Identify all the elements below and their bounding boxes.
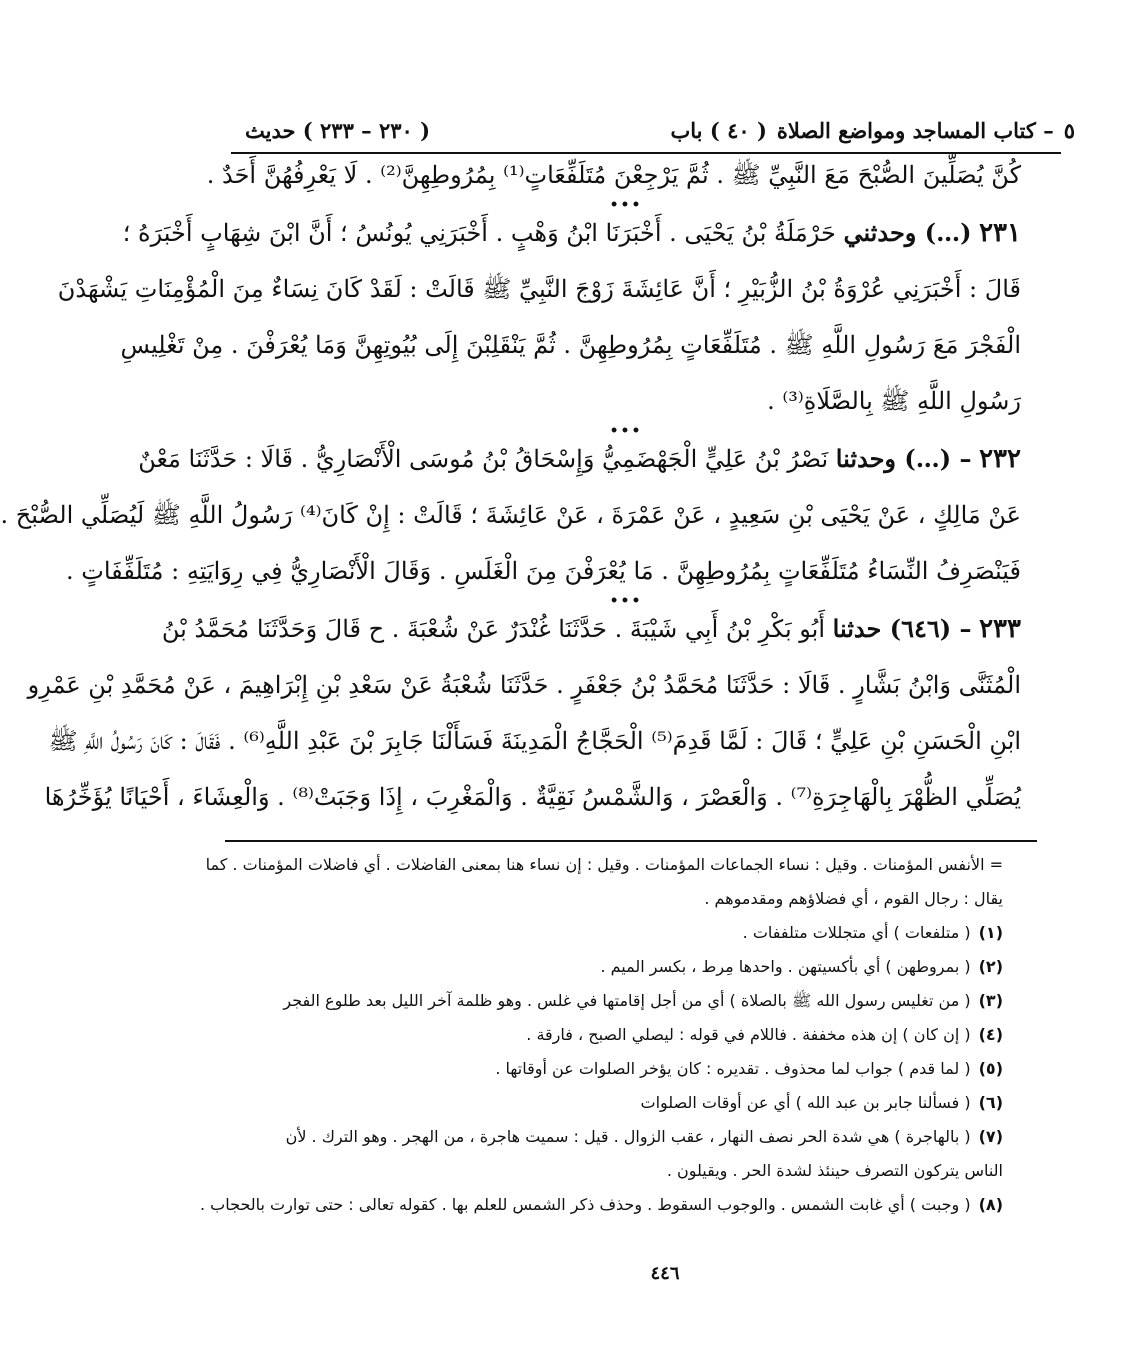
hadith-range: ( ٢٣٠ – ٢٣٣ ) حديث: [245, 117, 431, 143]
footnote-number: (٧): [978, 1127, 1003, 1146]
page-header: [245, 108, 1075, 152]
footnote-item: [227, 1120, 1003, 1154]
footnote-number: (٦): [978, 1093, 1003, 1112]
hadith-232-line: عَنْ مَالِكٍ ، عَنْ يَحْيَى بْنِ سَعِيدٍ ، عَنْ عَمْرَةَ ، عَنْ عَائِشَةَ ؛ قَالَتْ : إِنْ كَانَ⁽⁴⁾ رَسُولُ اللَّهِ ﷺ لَيُصَلِّي الصُّبْحَ .: [0, 501, 1021, 529]
footnote-text: ( وجبت ) أي غابت الشمس . والوجوب السقوط . وحذف ذكر الشمس للعلم بها . كقوله تعالى : حتى توارت بالحجاب .: [200, 1195, 971, 1214]
footnote-text: الناس يتركون التصرف حينئذ لشدة الحر . ويقيلون .: [666, 1161, 1003, 1180]
hadith-opener: (…) وحدثني: [843, 218, 972, 247]
main-text: [0, 160, 1021, 812]
section-label: ( ٤٠ ) باب: [670, 117, 767, 143]
hadith-231-line: قَالَ : أَخْبَرَنِي عُرْوَةُ بْنُ الزُّبَيْرِ ؛ أَنَّ عَائِشَةَ زَوْجَ النَّبِيِّ ﷺ قَالَتْ : لَقَدْ كَانَ نِسَاءٌ مِنَ الْمُؤْمِنَاتِ يَشْهَدْنَ: [57, 275, 1021, 303]
footnote-text: ( بمروطهن ) أي بأكسيتهن . واحدها مِرط ، بكسر الميم .: [600, 957, 971, 976]
separator: •••: [609, 197, 643, 213]
footnote-item: [227, 950, 1003, 984]
footnote-item: [227, 1154, 1003, 1188]
hadith-231-line: الْفَجْرَ مَعَ رَسُولِ اللَّهِ ﷺ . مُتَلَفِّعَاتٍ بِمُرُوطِهِنَّ . ثُمَّ يَنْقَلِبْنَ إِلَى بُيُوتِهِنَّ وَمَا يُعْرَفْنَ . مِنْ تَغْلِيسِ: [120, 331, 1021, 359]
footnote-text: ( فسألنا جابر بن عبد الله ) أي عن أوقات الصلوات: [640, 1093, 971, 1112]
footnote-continuation: = الأنفس المؤمنات . وقيل : نساء الجماعات المؤمنات . وقيل : إن نساء هنا بمعنى الفاضلات . أي فاضلات المؤمنات . كما: [205, 855, 1003, 874]
hadith-number: ٢٣٢: [979, 444, 1021, 474]
footnote-text: ( بالهاجرة ) هي شدة الحر نصف النهار ، عقب الزوال . قيل : سميت هاجرة ، من الهجر . وهو الترك . لأن: [285, 1127, 971, 1146]
footnote-item: [227, 984, 1003, 1018]
hadith-233-line: ابْنِ الْحَسَنِ بْنِ عَلِيٍّ ؛ قَالَ : لَمَّا قَدِمَ⁽⁵⁾ الْحَجَّاجُ الْمَدِينَةَ فَسَأَلْنَا جَابِرَ بْنَ عَبْدِ اللَّهِ⁽⁶⁾ . فَقَالَ : كَانَ رَسُولُ اللَّهِ ﷺ: [48, 727, 1021, 755]
footnotes: [200, 848, 1003, 1222]
hadith-232-line: [138, 444, 1021, 474]
hadith-233-line: [161, 614, 1021, 644]
header-chapter: [671, 118, 1076, 143]
hadith-opener: – (…) وحدثنا: [835, 444, 972, 473]
footnote-item: [227, 1086, 1003, 1120]
hadith-231-line: [122, 218, 1021, 248]
footnote-number: (٤): [978, 1025, 1003, 1044]
footnote-continuation: يقال : رجال القوم ، أي فضلاؤهم ومقدموهم .: [704, 889, 1003, 908]
hadith-231: [57, 218, 1021, 416]
footnote-item: [200, 1188, 1003, 1222]
footnote-text: ( من تغليس رسول الله ﷺ بالصلاة ) أي من أجل إقامتها في غلس . وهو ظلمة آخر الليل بعد طلوع الفجر: [283, 991, 971, 1010]
footnote-number: (٨): [978, 1195, 1003, 1214]
hadith-231-line: رَسُولِ اللَّهِ ﷺ بِالصَّلَاةِ⁽³⁾ .: [767, 387, 1021, 415]
footnote-list: [200, 916, 1003, 1222]
intro-line: كُنَّ يُصَلِّينَ الصُّبْحَ مَعَ النَّبِيِّ ﷺ . ثُمَّ يَرْجِعْنَ مُتَلَفِّعَاتٍ⁽¹⁾ بِمُرُوطِهِنَّ⁽²⁾ . لَا يَعْرِفُهُنَّ أَحَدٌ .: [206, 161, 1021, 189]
hadith-text: أَبُو بَكْرِ بْنُ أَبِي شَيْبَةَ . حَدَّثَنَا غُنْدَرٌ عَنْ شُعْبَةَ . ح قَالَ وَحَدَّثَنَا مُحَمَّدُ بْنُ: [161, 615, 826, 643]
hadith-233: [27, 614, 1021, 812]
footnote-text: ( متلفعات ) أي متجللات متلففات .: [742, 923, 971, 942]
hadith-232: [0, 444, 1021, 586]
footnote-item: [227, 916, 1003, 950]
separator: •••: [609, 423, 643, 439]
footnote-text: ( إن كان ) إن هذه مخففة . فاللام في قوله : ليصلي الصبح ، فارقة .: [526, 1025, 971, 1044]
hadith-232-line: فَيَنْصَرِفُ النِّسَاءُ مُتَلَفِّعَاتٍ بِمُرُوطِهِنَّ . مَا يُعْرَفْنَ مِنَ الْغَلَسِ . وَقَالَ الْأَنْصَارِيُّ فِي رِوَايَتِهِ : مُتَلَفِّفَاتٍ .: [66, 557, 1021, 585]
hadith-233-line: الْمُثَنَّى وَابْنُ بَشَّارٍ . قَالَا : حَدَّثَنَا مُحَمَّدُ بْنُ جَعْفَرٍ . حَدَّثَنَا شُعْبَةُ عَنْ سَعْدِ بْنِ إِبْرَاهِيمَ ، عَنْ مُحَمَّدِ بْنِ عَمْرِو: [27, 671, 1021, 699]
footnote-number: (٥): [978, 1059, 1003, 1078]
hadith-number: ٢٣٣: [979, 614, 1021, 644]
footnote-item: [227, 1052, 1003, 1086]
hadith-text: حَرْمَلَةُ بْنُ يَحْيَى . أَخْبَرَنَا ابْنُ وَهْبٍ . أَخْبَرَنِي يُونُسُ ؛ أَنَّ ابْنَ شِهَابٍ أَخْبَرَهُ ؛: [122, 219, 836, 247]
book-title: – كتاب المساجد ومواضع الصلاة: [776, 117, 1054, 143]
hadith-233-line: يُصَلِّي الظُّهْرَ بِالْهَاجِرَةِ⁽⁷⁾ . وَالْعَصْرَ ، وَالشَّمْسُ نَقِيَّةٌ . وَالْمَغْرِبَ ، إِذَا وَجَبَتْ⁽⁸⁾ . وَالْعِشَاءَ ، أَحْيَانًا يُؤَخِّرُهَا: [44, 783, 1021, 811]
footnote-number: (١): [978, 923, 1003, 942]
footnote-number: (٣): [978, 991, 1003, 1010]
footnote-item: [227, 1018, 1003, 1052]
page-number: ٤٤٦: [650, 1263, 680, 1284]
footnote-text: ( لما قدم ) جواب لما محذوف . تقديره : كان يؤخر الصلوات عن أوقاتها .: [495, 1059, 971, 1078]
separator: •••: [609, 593, 643, 609]
header-rule: [231, 152, 1061, 154]
footnote-number: (٢): [978, 957, 1003, 976]
hadith-text: نَصْرُ بْنُ عَلِيٍّ الْجَهْضَمِيُّ وَإِسْحَاقُ بْنُ مُوسَى الْأَنْصَارِيُّ . قَالَا : حَدَّثَنَا مَعْنٌ: [138, 445, 829, 473]
footnote-rule: [225, 840, 1037, 842]
chapter-number: ٥: [1063, 117, 1075, 143]
hadith-opener: – (٦٤٦) حدثنا: [832, 614, 972, 643]
hadith-number: ٢٣١: [979, 218, 1021, 248]
